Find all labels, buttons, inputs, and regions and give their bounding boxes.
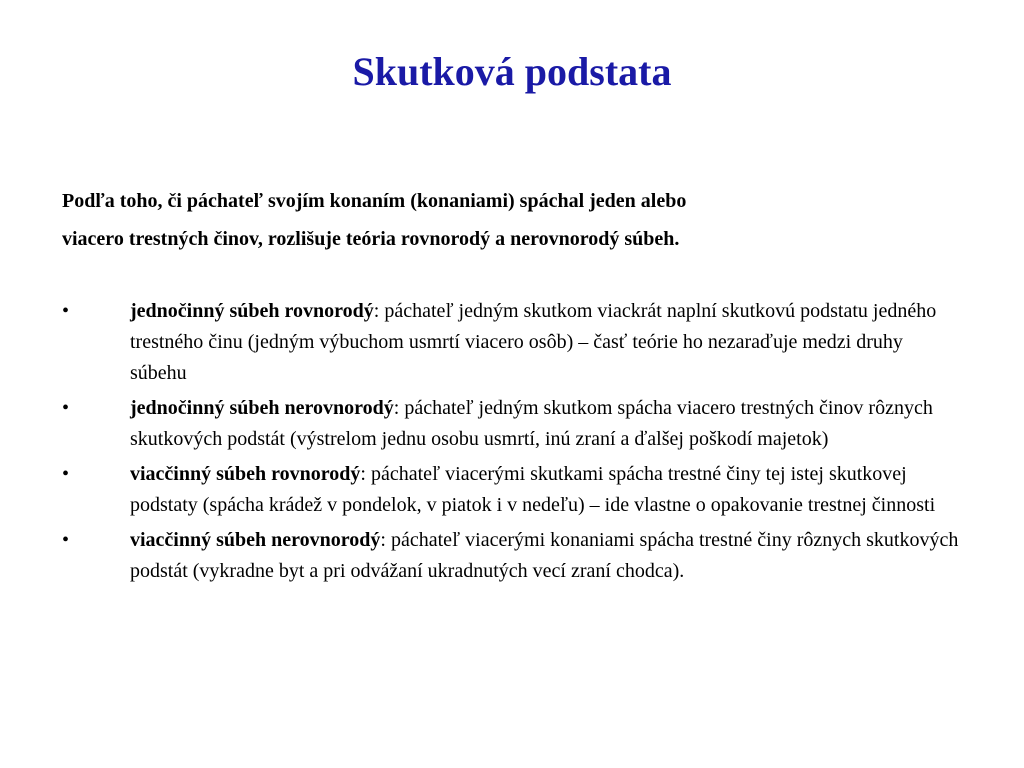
bullet-marker: • [62,397,70,419]
bullet-term: jednočinný súbeh nerovnorodý [130,397,394,419]
intro-line-1: Podľa toho, či páchateľ svojím konaním (konaniami) spáchal jeden alebo [62,190,687,212]
bullet-item [62,459,962,521]
intro-paragraph [62,182,942,258]
bullet-text: : páchateľ jedným skutkom spácha viacero trestných činov rôznych skutkových podstát (výstrelom jednu osobu usmrtí, inú zraní a ďalšej poškodí majetok) [130,397,933,450]
bullet-text: : páchateľ jedným skutkom viackrát naplní skutkovú podstatu jedného trestného činu (jedným výbuchom usmrtí viacero osôb) – časť teórie ho nezaraďuje medzi druhy súbehu [130,300,937,384]
bullet-item [62,525,962,587]
bullet-marker: • [62,529,70,551]
intro-line-2: viacero trestných činov, rozlišuje teória rovnorodý a nerovnorodý súbeh. [62,228,680,250]
bullet-text: : páchateľ viacerými skutkami spácha trestné činy tej istej skutkovej podstaty (spácha krádež v pondelok, v piatok i v nedeľu) – ide vlastne o opakovanie trestnej činnosti [130,463,936,516]
bullet-marker: • [62,300,70,322]
bullet-item [62,296,962,389]
bullet-list [62,296,962,591]
slide-title: Skutková podstata [352,49,672,94]
bullet-text: : páchateľ viacerými konaniami spácha trestné činy rôznych skutkových podstát (vykradne byt a pri odvážaní ukradnutých vecí zraní chodca). [130,529,959,582]
bullet-term: jednočinný súbeh rovnorodý [130,300,374,322]
bullet-term: viacčinný súbeh rovnorodý [130,463,361,485]
bullet-item [62,393,962,455]
bullet-marker: • [62,463,70,485]
bullet-term: viacčinný súbeh nerovnorodý [130,529,381,551]
